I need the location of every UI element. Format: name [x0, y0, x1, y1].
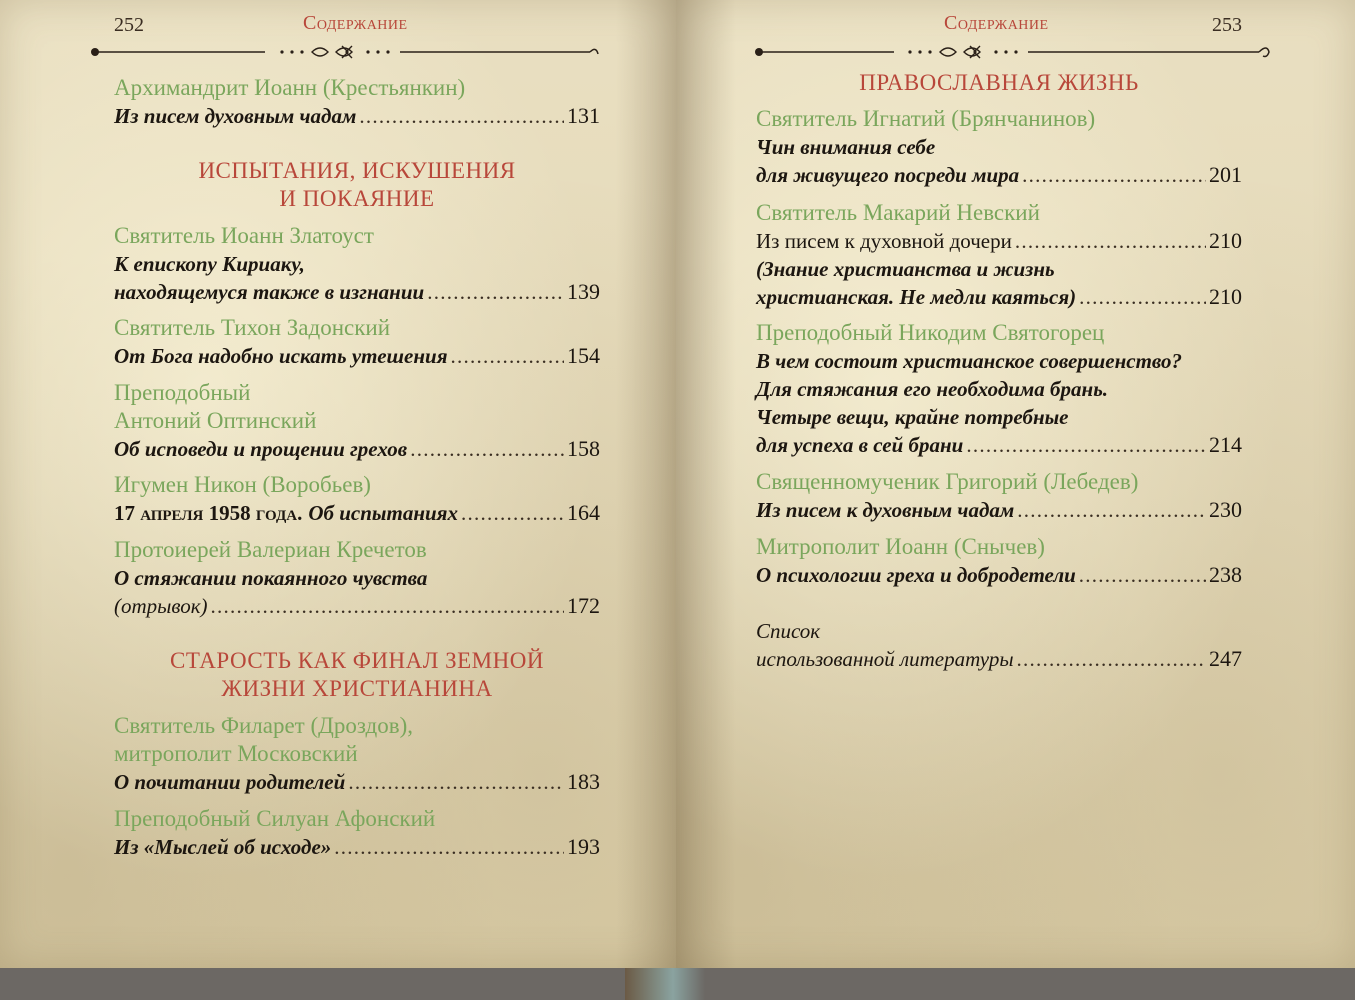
entry-title-line: О стяжании покаянного чувства: [114, 566, 428, 590]
toc-row: [114, 592, 600, 620]
toc-entry[interactable]: [114, 222, 600, 306]
entry-title-line: Список: [756, 619, 821, 643]
entry-title: использованной литературы: [756, 647, 1014, 671]
toc-entry[interactable]: [114, 712, 600, 796]
entry-date: 17 апреля 1958 года.: [114, 501, 303, 525]
entry-page: 210: [1209, 228, 1242, 253]
entry-author: Протоиерей Валериан Кречетов: [114, 537, 427, 562]
ornament-rule-left: [90, 44, 600, 60]
entry-title: Об исповеди и прощении грехов: [114, 437, 408, 461]
right-page: [676, 0, 1355, 968]
entry-page: 172: [567, 593, 600, 618]
section-heading: ПРАВОСЛАВНАЯ ЖИЗНЬ: [859, 70, 1139, 95]
toc-row: [756, 283, 1242, 311]
entry-page: 230: [1209, 497, 1242, 522]
entry-title: для успеха в сей брани: [756, 433, 964, 457]
toc-entry[interactable]: [114, 379, 600, 463]
toc-row: [756, 645, 1242, 673]
toc-row: [114, 278, 600, 306]
entry-title-line: (Знание христианства и жизнь: [756, 257, 1055, 281]
toc-row: [756, 561, 1242, 589]
entry-title-line: Чин внимания себе: [756, 135, 936, 159]
entry-author: Архимандрит Иоанн (Крестьянкин): [114, 75, 466, 100]
section-heading: ИСПЫТАНИЯ, ИСКУШЕНИЯ И ПОКАЯНИЕ: [198, 158, 516, 211]
entry-title: (отрывок): [114, 594, 208, 618]
toc-row: [756, 431, 1242, 459]
book-edge: [625, 968, 705, 1000]
ornament-rule-right: [754, 44, 1274, 60]
page-number-right: 253: [1212, 14, 1242, 36]
entry-page: 154: [567, 343, 600, 368]
toc-entry[interactable]: [114, 74, 600, 130]
entry-author: Священномученик Григорий (Лебедев): [756, 469, 1139, 494]
toc-row: [114, 499, 600, 527]
entry-title: христианская. Не медли каяться): [756, 285, 1077, 309]
toc-row: [114, 768, 600, 796]
entry-author: Святитель Тихон Задонский: [114, 315, 391, 340]
left-page: [0, 0, 676, 968]
toc-entry[interactable]: [756, 533, 1242, 589]
entry-title-line: Для стяжания его необходима брань.: [756, 377, 1109, 401]
toc-entry[interactable]: [756, 319, 1242, 459]
entry-page: 193: [567, 834, 600, 859]
toc-entry[interactable]: [114, 314, 600, 370]
entry-author: Преподобный Силуан Афонский: [114, 806, 436, 831]
entry-author: Митрополит Иоанн (Снычев): [756, 534, 1045, 559]
entry-page: 247: [1209, 646, 1242, 671]
toc-entry[interactable]: [114, 471, 600, 527]
running-head-left: Содержание: [303, 12, 408, 34]
entry-page: 183: [567, 769, 600, 794]
entry-page: 139: [567, 279, 600, 304]
entry-page: 201: [1209, 162, 1242, 187]
entry-title-line: Четыре вещи, крайне потребные: [756, 405, 1069, 429]
toc-entry[interactable]: [756, 199, 1242, 311]
entry-title: Из писем к духовной дочери: [756, 229, 1012, 253]
entry-title: Из писем к духовным чадам: [756, 498, 1015, 522]
entry-author: Святитель Филарет (Дроздов),: [114, 713, 413, 738]
entry-page: 210: [1209, 284, 1242, 309]
entry-author: Преподобный: [114, 380, 251, 405]
entry-author-line2: Антоний Оптинский: [114, 408, 317, 433]
toc-row: [114, 435, 600, 463]
toc-row: [756, 161, 1242, 189]
entry-author: Святитель Игнатий (Брянчанинов): [756, 106, 1096, 131]
entry-title-line: В чем состоит христианское совершенство?: [756, 349, 1183, 373]
toc-entry[interactable]: [756, 468, 1242, 524]
toc-entry-bibliography[interactable]: [756, 617, 1242, 673]
entry-title: Из писем духовным чадам: [114, 104, 357, 128]
toc-row: [114, 342, 600, 370]
toc-row: [114, 833, 600, 861]
page-number-left: 252: [114, 14, 144, 36]
section-heading: СТАРОСТЬ КАК ФИНАЛ ЗЕМНОЙ ЖИЗНИ ХРИСТИАНИНА: [170, 648, 544, 701]
entry-page: 131: [567, 103, 600, 128]
entry-page: 238: [1209, 562, 1242, 587]
entry-title: находящемуся также в изгнании: [114, 280, 425, 304]
entry-title: Об испытаниях: [308, 501, 458, 525]
entry-author: Святитель Макарий Невский: [756, 200, 1040, 225]
running-head-right: Содержание: [944, 12, 1049, 34]
toc-row: [114, 102, 600, 130]
entry-author: Святитель Иоанн Златоуст: [114, 223, 374, 248]
entry-title: От Бога надобно искать утешения: [114, 344, 448, 368]
toc-entry[interactable]: [114, 805, 600, 861]
entry-author: Игумен Никон (Воробьев): [114, 472, 371, 497]
entry-title: О почитании родителей: [114, 770, 346, 794]
toc-entry[interactable]: [114, 536, 600, 620]
entry-title: для живущего посреди мира: [756, 163, 1020, 187]
entry-author-line2: митрополит Московский: [114, 741, 358, 766]
entry-title: Из «Мыслей об исходе»: [114, 835, 332, 859]
toc-row: [756, 227, 1242, 255]
toc-entry[interactable]: [756, 105, 1242, 189]
entry-title-line: К епископу Кириаку,: [114, 252, 305, 276]
entry-page: 214: [1209, 432, 1242, 457]
entry-page: 158: [567, 436, 600, 461]
toc-row: [756, 496, 1242, 524]
entry-title: О психологии греха и добродетели: [756, 563, 1076, 587]
entry-page: 164: [567, 500, 600, 525]
entry-author: Преподобный Никодим Святогорец: [756, 320, 1105, 345]
